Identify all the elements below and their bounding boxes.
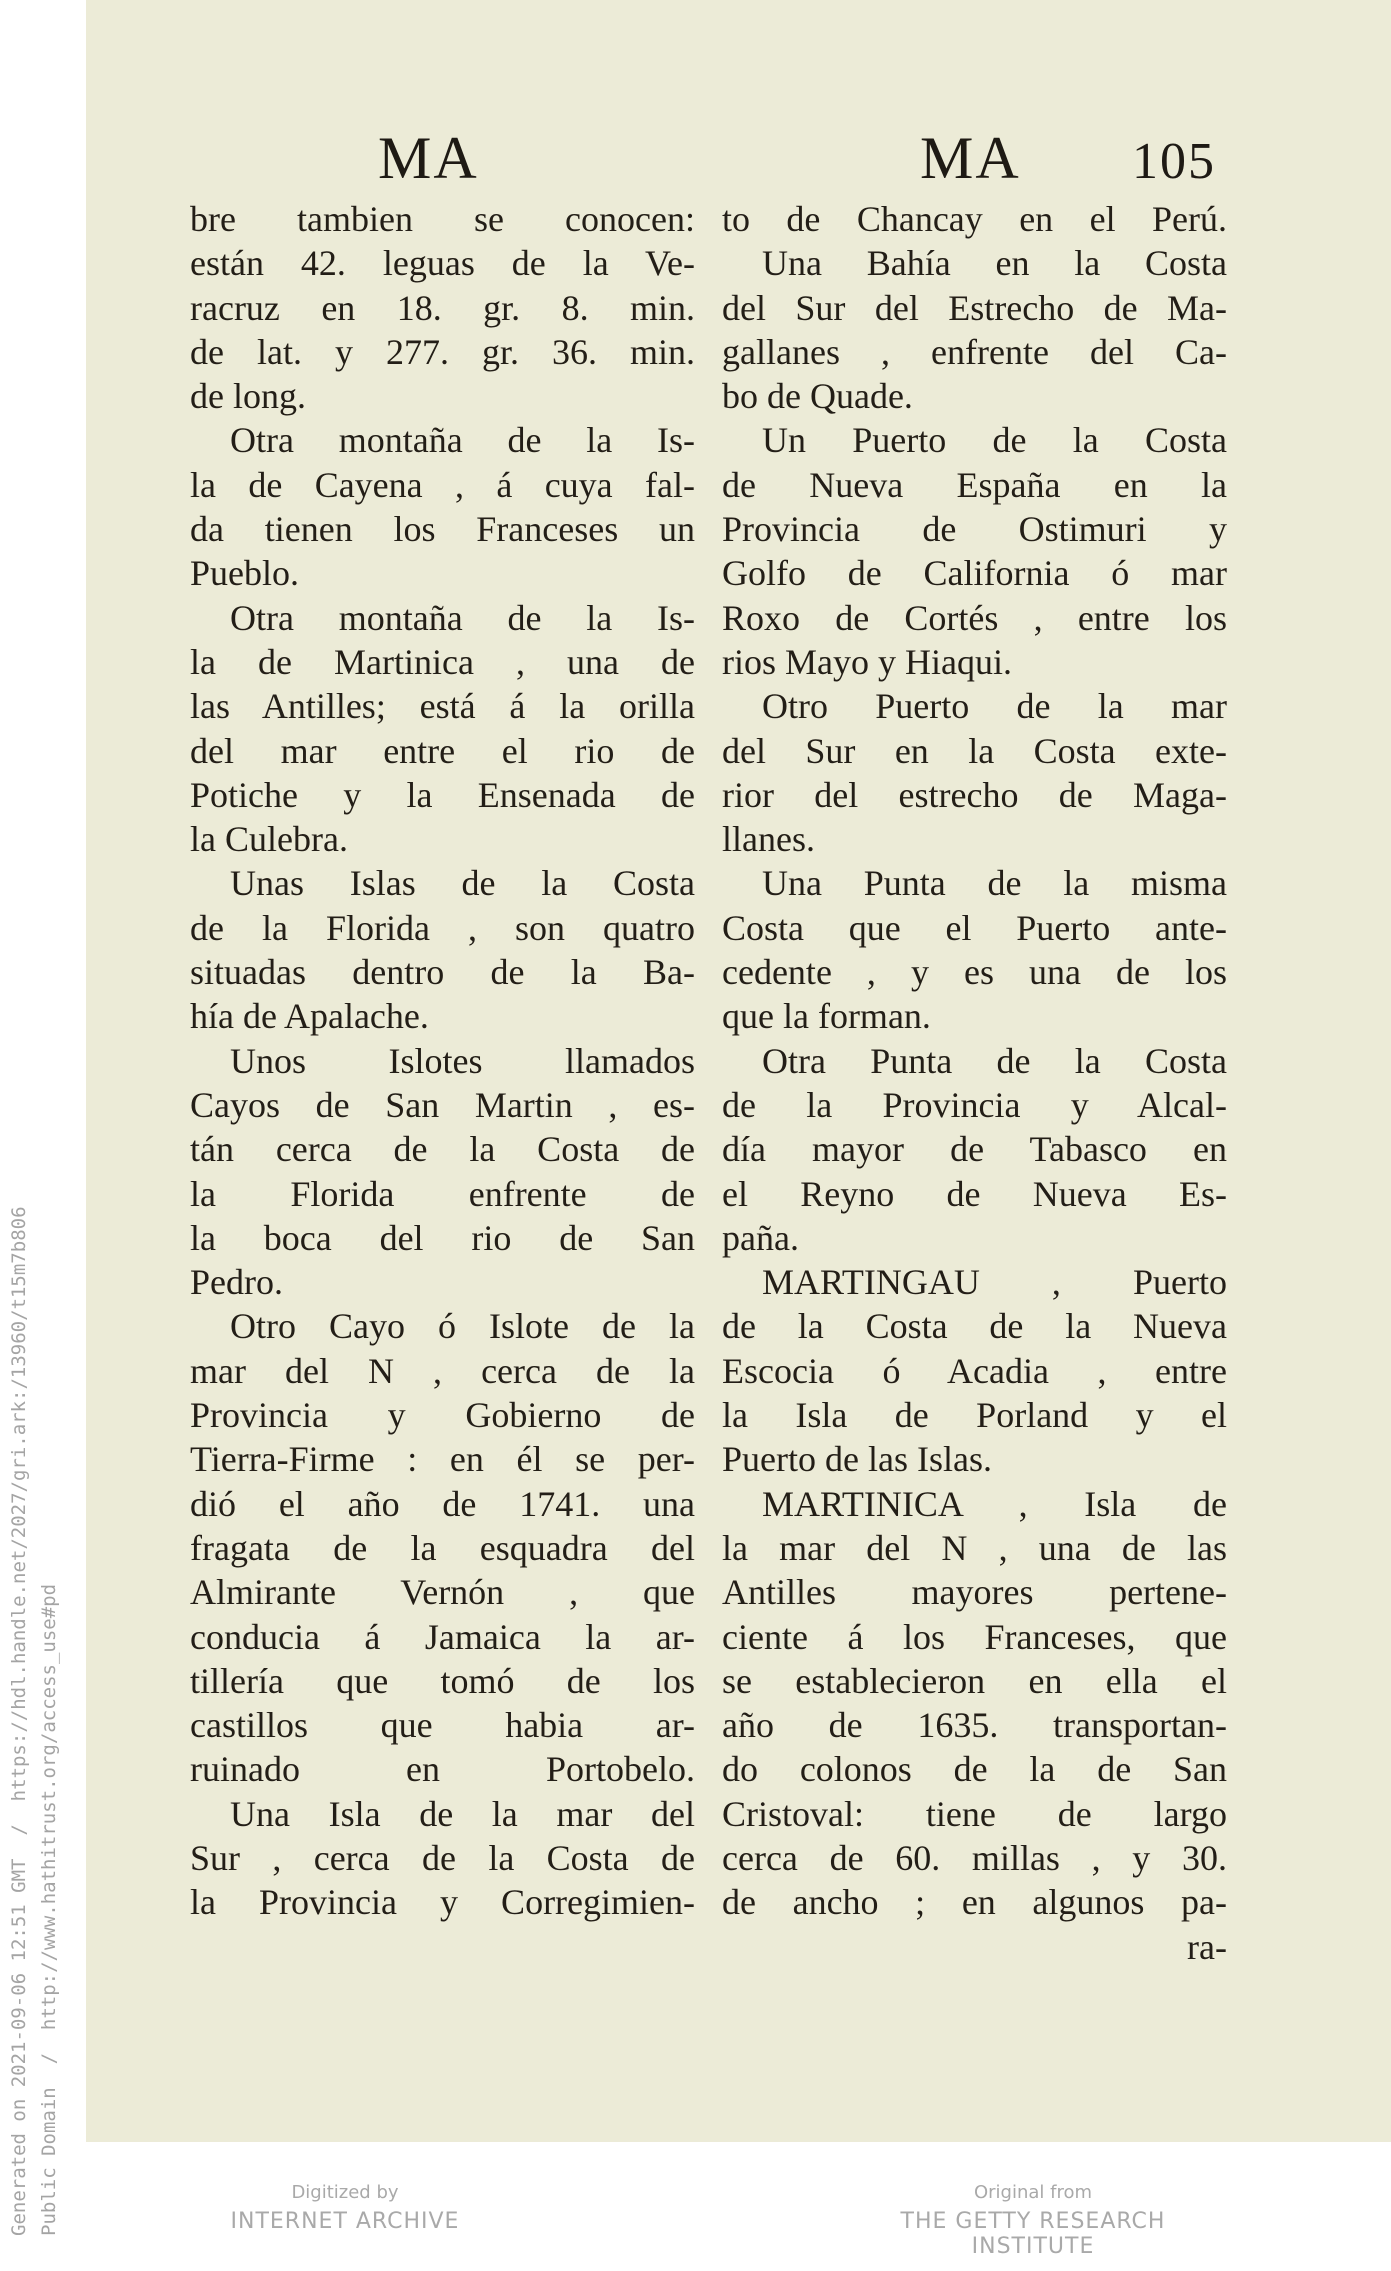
- text-line: la boca del rio de San: [190, 1217, 695, 1258]
- text-line: Una Bahía en la Costa: [762, 243, 1227, 284]
- right-text-column: [722, 197, 1227, 1969]
- text-line: Unos Islotes llamados: [230, 1040, 695, 1081]
- stamp-line-1: Generated on 2021-09-06 12:51 GMT / https://hdl.handle.net/2027/gri.ark:/13960/t15m7b806: [8, 1206, 30, 2236]
- page-number: 105: [1132, 133, 1216, 190]
- left-running-header: MA: [378, 125, 479, 191]
- text-line: Potiche y la Ensenada de: [190, 774, 695, 815]
- text-line: fragata de la esquadra del: [190, 1527, 695, 1568]
- text-line: Sur , cerca de la Costa de: [190, 1837, 695, 1878]
- text-line: año de 1635. transportan-: [722, 1705, 1227, 1746]
- text-line: Roxo de Cortés , entre los: [722, 597, 1227, 638]
- text-line: dió el año de 1741. una: [190, 1483, 695, 1524]
- text-line: la Florida enfrente de: [190, 1173, 695, 1214]
- text-line: de la Provincia y Alcal-: [722, 1084, 1227, 1125]
- digitized-by-credit: [230, 2182, 460, 2234]
- internet-archive-label: INTERNET ARCHIVE: [230, 2209, 460, 2234]
- original-from-label: Original from: [973, 2182, 1093, 2203]
- text-line: cedente , y es una de los: [722, 952, 1227, 993]
- text-line: Provincia de Ostimuri y: [722, 509, 1227, 550]
- text-line: Puerto de las Islas.: [722, 1439, 992, 1480]
- text-line: ra-: [1187, 1926, 1227, 1967]
- left-text-column: [190, 197, 695, 1925]
- text-line: to de Chancay en el Perú.: [722, 199, 1227, 239]
- text-line: Una Punta de la misma: [762, 863, 1227, 904]
- text-line: paña.: [722, 1217, 799, 1258]
- text-line: ciente á los Franceses, que: [722, 1616, 1227, 1657]
- text-line: el Reyno de Nueva Es-: [722, 1173, 1227, 1214]
- text-line: Costa que el Puerto ante-: [722, 907, 1227, 948]
- text-line: se establecieron en ella el: [722, 1660, 1227, 1701]
- text-line: Antilles mayores pertene-: [722, 1572, 1227, 1613]
- text-line: mar del N , cerca de la: [190, 1350, 695, 1391]
- text-line: que la forman.: [722, 996, 931, 1037]
- text-line: Almirante Vernón , que: [190, 1572, 695, 1613]
- text-line: de la Costa de la Nueva: [722, 1306, 1227, 1347]
- text-line: MARTINGAU , Puerto: [762, 1262, 1227, 1303]
- original-from-credit: [838, 2182, 1228, 2259]
- text-line: la Culebra.: [190, 819, 348, 860]
- text-line: del Sur del Estrecho de Ma-: [722, 287, 1227, 328]
- text-line: la Provincia y Corregimien-: [190, 1882, 695, 1923]
- text-line: rios Mayo y Hiaqui.: [722, 641, 1012, 682]
- text-line: Otro Cayo ó Islote de la: [230, 1306, 695, 1347]
- text-line: gallanes , enfrente del Ca-: [722, 331, 1227, 372]
- text-line: ruinado en Portobelo.: [190, 1749, 695, 1790]
- text-line: Otra montaña de la Is-: [230, 597, 695, 638]
- text-line: del mar entre el rio de: [190, 730, 695, 771]
- text-line: Pueblo.: [190, 553, 300, 594]
- text-line: bo de Quade.: [722, 376, 913, 417]
- text-line: situadas dentro de la Ba-: [190, 952, 695, 993]
- text-line: Unas Islas de la Costa: [230, 863, 695, 904]
- text-line: Pedro.: [190, 1262, 283, 1303]
- text-line: MARTINICA , Isla de: [762, 1483, 1227, 1524]
- text-line: de ancho ; en algunos pa-: [722, 1882, 1227, 1923]
- text-line: la mar del N , una de las: [722, 1527, 1227, 1568]
- text-line: castillos que habia ar-: [190, 1705, 695, 1746]
- text-line: la Isla de Porland y el: [722, 1395, 1227, 1436]
- text-line: de Nueva España en la: [722, 464, 1227, 505]
- text-line: Cayos de San Martin , es-: [190, 1084, 695, 1125]
- text-line: Tierra-Firme : en él se per-: [190, 1439, 695, 1480]
- text-line: bre tambien se conocen:: [190, 199, 695, 239]
- text-line: hía de Apalache.: [190, 996, 429, 1037]
- text-line: Una Isla de la mar del: [230, 1793, 695, 1834]
- hathitrust-generation-stamp: [4, 1206, 64, 2236]
- text-line: de la Florida , son quatro: [190, 907, 695, 948]
- text-line: Otro Puerto de la mar: [762, 686, 1227, 727]
- text-line: cerca de 60. millas , y 30.: [722, 1837, 1227, 1878]
- text-line: del Sur en la Costa exte-: [722, 730, 1227, 771]
- text-line: la de Cayena , á cuya fal-: [190, 464, 695, 505]
- text-line: día mayor de Tabasco en: [722, 1129, 1227, 1170]
- text-line: do colonos de la de San: [722, 1749, 1227, 1790]
- text-line: conducia á Jamaica la ar-: [190, 1616, 695, 1657]
- text-line: tán cerca de la Costa de: [190, 1129, 695, 1170]
- text-line: Escocia ó Acadia , entre: [722, 1350, 1227, 1391]
- text-line: Cristoval: tiene de largo: [722, 1793, 1227, 1834]
- text-line: Provincia y Gobierno de: [190, 1395, 695, 1436]
- text-line: rior del estrecho de Maga-: [722, 774, 1227, 815]
- text-line: Un Puerto de la Costa: [762, 420, 1227, 461]
- text-line: de long.: [190, 376, 306, 417]
- text-line: Otra Punta de la Costa: [762, 1040, 1227, 1081]
- text-line: da tienen los Franceses un: [190, 509, 695, 550]
- text-line: tillería que tomó de los: [190, 1660, 695, 1701]
- text-line: de lat. y 277. gr. 36. min.: [190, 331, 695, 372]
- text-line: están 42. leguas de la Ve-: [190, 243, 695, 284]
- getty-institute-label: THE GETTY RESEARCH INSTITUTE: [900, 2209, 1166, 2259]
- stamp-line-2: Public Domain / http://www.hathitrust.org/access_use#pd: [38, 1583, 60, 2236]
- text-line: las Antilles; está á la orilla: [190, 686, 695, 727]
- digitized-by-label: Digitized by: [291, 2182, 399, 2203]
- text-line: llanes.: [722, 819, 815, 860]
- text-line: la de Martinica , una de: [190, 641, 695, 682]
- text-line: racruz en 18. gr. 8. min.: [190, 287, 695, 328]
- text-line: Otra montaña de la Is-: [230, 420, 695, 461]
- right-running-header: MA: [920, 125, 1021, 191]
- text-line: Golfo de California ó mar: [722, 553, 1227, 594]
